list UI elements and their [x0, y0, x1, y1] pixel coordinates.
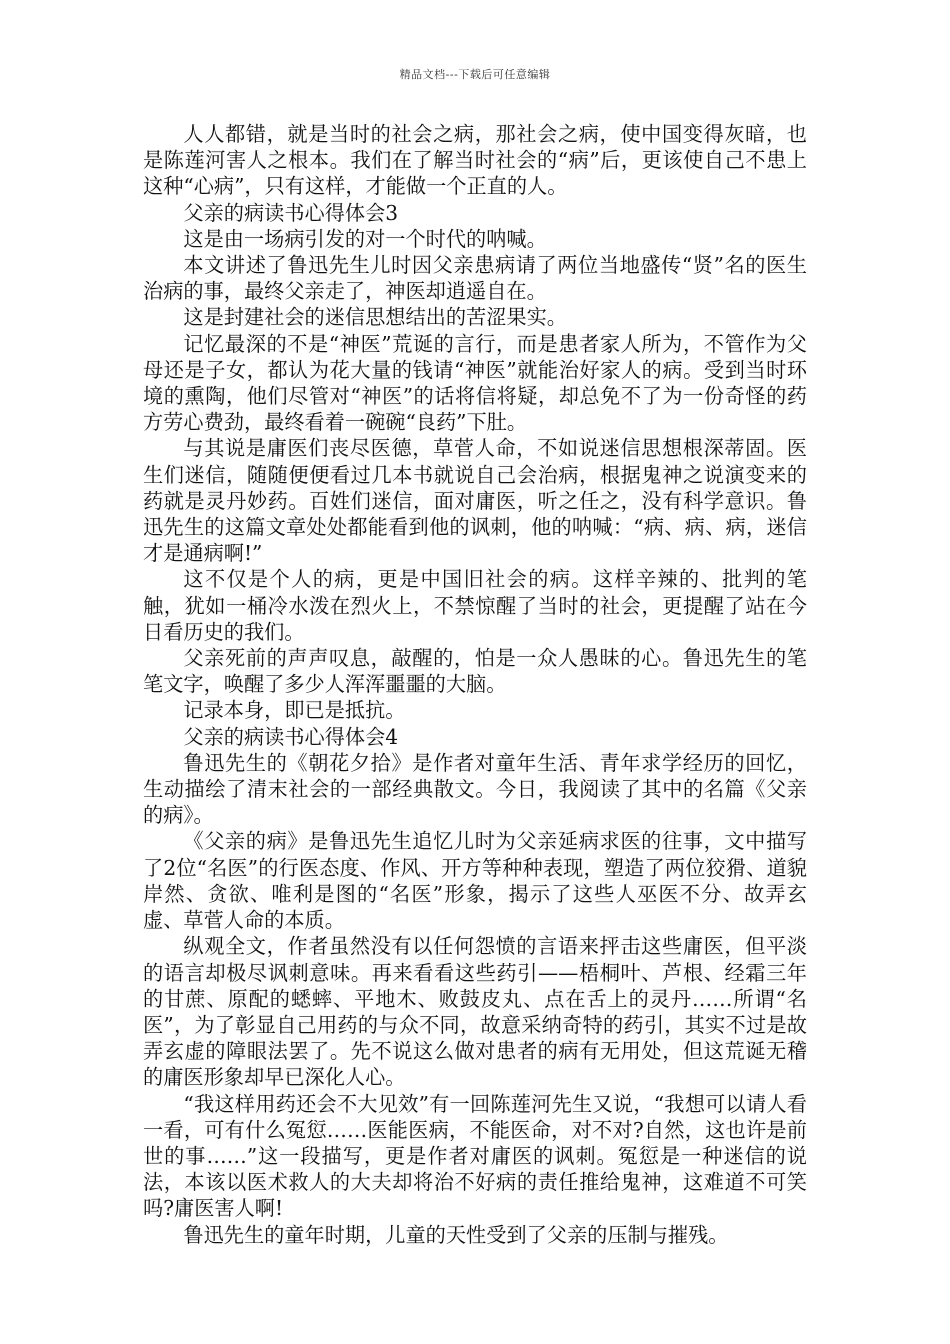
paragraph: 纵观全文，作者虽然没有以任何怨愤的言语来抨击这些庸医，但平淡的语言却极尽讽刺意味。再来看看这些药引——梧桐叶、芦根、经霜三年的甘蔗、原配的蟋蟀、平地木、败鼓皮丸、点在舌上的灵丹……所谓“名医”，为了彰显自己用药的与众不同，故意采纳奇特的药引，其实不过是故弄玄虚的障眼法罢了。先不说这么做对患者的病有无用处，但这荒诞无稽的庸医形象却早已深化人心。	[143, 934, 807, 1090]
paragraph: 鲁迅先生的童年时期，儿童的天性受到了父亲的压制与摧残。	[183, 1222, 729, 1247]
document-body	[143, 121, 807, 1248]
paragraph: 这不仅是个人的病，更是中国旧社会的病。这样辛辣的、批判的笔触，犹如一桶冷水泼在烈火上，不禁惊醒了当时的社会，更提醒了站在今日看历史的我们。	[143, 567, 807, 644]
paragraph: 《父亲的病》是鲁迅先生追忆儿时为父亲延病求医的往事，文中描写了2位“名医”的行医态度、作风、开方等种种表现，塑造了两位狡猾、道貌岸然、贪欲、唯利是图的“名医”形象，揭示了这些人巫医不分、故弄玄虚、草菅人命的本质。	[143, 829, 807, 933]
paragraph: 父亲死前的声声叹息，敲醒的，怕是一众人愚昧的心。鲁迅先生的笔笔文字，唤醒了多少人浑浑噩噩的大脑。	[143, 646, 807, 697]
paragraph: 与其说是庸医们丧尽医德，草菅人命，不如说迷信思想根深蒂固。医生们迷信，随随便便看过几本书就说自己会治病，根据鬼神之说演变来的药就是灵丹妙药。百姓们迷信，面对庸医，听之任之，没有科学意识。鲁迅先生的这篇文章处处都能看到他的讽刺，他的呐喊：“病、病、病，迷信才是通病啊!”	[143, 436, 807, 566]
paragraph: 本文讲述了鲁迅先生儿时因父亲患病请了两位当地盛传“贤”名的医生治病的事，最终父亲走了，神医却逍遥自在。	[143, 253, 807, 304]
paragraph: 这是封建社会的迷信思想结出的苦涩果实。	[183, 305, 567, 330]
page-header: 精品文档---下载后可任意编辑	[399, 68, 551, 81]
paragraph: 人人都错，就是当时的社会之病，那社会之病，使中国变得灰暗，也是陈莲河害人之根本。我们在了解当时社会的“病”后，更该使自己不患上这种“心病”，只有这样，才能做一个正直的人。	[143, 122, 807, 199]
paragraph: 鲁迅先生的《朝花夕拾》是作者对童年生活、青年求学经历的回忆，生动描绘了清末社会的一部经典散文。今日，我阅读了其中的名篇《父亲的病》。	[143, 750, 807, 828]
paragraph: 记录本身，即已是抵抗。	[183, 698, 406, 723]
paragraph: “我这样用药还会不大见效”有一回陈莲河先生又说，“我想可以请人看一看，可有什么冤愆……医能医病，不能医命，对不对?自然，这也许是前世的事……”这一段描写，更是作者对庸医的讽刺。冤愆是一种迷信的说法，本该以医术救人的大夫却将治不好病的责任推给鬼神，这难道不可笑吗?庸医害人啊!	[143, 1091, 807, 1221]
paragraph: 这是由一场病引发的对一个时代的呐喊。	[183, 226, 547, 251]
paragraph: 记忆最深的不是“神医”荒诞的言行，而是患者家人所为，不管作为父母还是子女，都认为花大量的钱请“神医”就能治好家人的病。受到当时环境的熏陶，他们尽管对“神医”的话将信将疑，却总免不了为一份奇怪的药方劳心费劲，最终看着一碗碗“良药”下肚。	[143, 331, 807, 435]
section-heading: 父亲的病读书心得体会4	[183, 724, 399, 749]
section-heading: 父亲的病读书心得体会3	[183, 200, 399, 225]
